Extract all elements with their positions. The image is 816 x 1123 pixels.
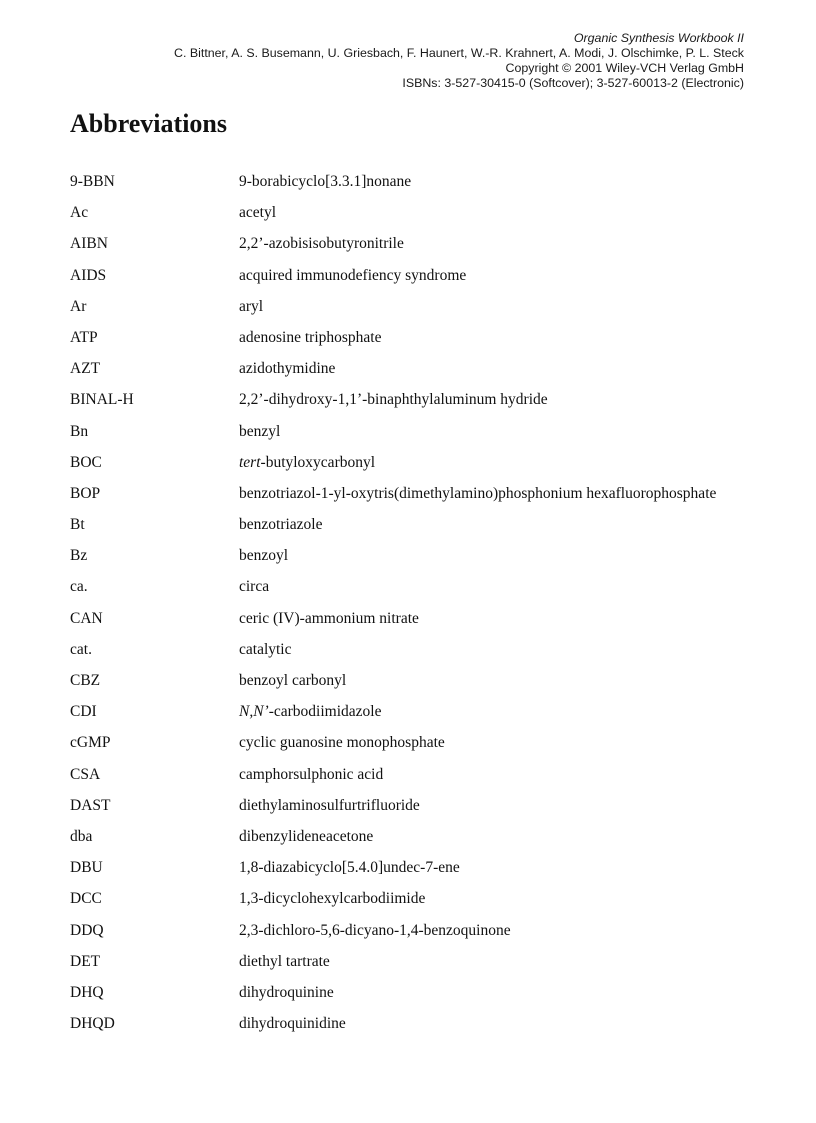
abbreviation-term: AIBN <box>70 235 108 253</box>
abbreviation-list <box>70 172 790 1045</box>
list-item <box>70 577 790 608</box>
abbreviation-term: AZT <box>70 360 101 378</box>
abbreviation-term: CSA <box>70 765 101 783</box>
definition-text: acquired immunodefiency syndrome <box>239 266 467 284</box>
abbreviation-definition <box>239 359 335 379</box>
list-item <box>70 983 790 1014</box>
list-item <box>70 921 790 952</box>
abbreviation-definition <box>239 952 330 972</box>
definition-text: diethylaminosulfurtrifluoride <box>239 796 420 814</box>
definition-text: ceric (IV)-ammonium nitrate <box>239 609 419 627</box>
abbreviation-definition <box>239 983 334 1003</box>
list-item <box>70 733 790 764</box>
abbreviation-term: ca. <box>70 578 88 596</box>
abbreviation-term: CAN <box>70 609 103 627</box>
definition-text: camphorsulphonic acid <box>239 765 384 783</box>
definition-text: catalytic <box>239 640 292 658</box>
abbreviation-term: cGMP <box>70 734 111 752</box>
abbreviation-term: DHQ <box>70 983 104 1001</box>
definition-italic-prefix: N,N’ <box>239 703 269 721</box>
book-title: Organic Synthesis Workbook II <box>573 31 744 45</box>
definition-italic-prefix: tert <box>239 453 261 471</box>
definition-text: azidothymidine <box>239 360 336 378</box>
abbreviation-term: BOC <box>70 453 102 471</box>
abbreviation-definition <box>239 453 375 473</box>
abbreviation-definition <box>239 640 292 660</box>
abbreviation-term: Ac <box>70 204 89 222</box>
abbreviation-definition <box>239 546 288 566</box>
definition-text: dihydroquinine <box>239 983 334 1001</box>
abbreviation-term: DCC <box>70 890 102 908</box>
page-title: Abbreviations <box>70 109 227 138</box>
definition-text: 1,8-diazabicyclo[5.4.0]undec-7-ene <box>239 859 460 877</box>
list-item <box>70 858 790 889</box>
definition-text: adenosine triphosphate <box>239 328 382 346</box>
list-item <box>70 390 790 421</box>
list-item <box>70 889 790 920</box>
abbreviation-term: Bz <box>70 547 88 565</box>
list-item <box>70 952 790 983</box>
definition-text: -butyloxycarbonyl <box>260 453 376 471</box>
definition-text: 9-borabicyclo[3.3.1]nonane <box>239 173 412 190</box>
page-header <box>174 31 744 91</box>
list-item <box>70 640 790 671</box>
abbreviation-term: ATP <box>70 328 98 346</box>
isbn-line: ISBNs: 3-527-30415-0 (Softcover); 3-527-60013-2 (Electronic) <box>402 76 744 90</box>
definition-text: benzotriazol-1-yl-oxytris(dimethylamino)phosphonium hexafluorophosphate <box>239 484 717 502</box>
definition-text: benzoyl <box>239 547 289 565</box>
copyright-line: Copyright © 2001 Wiley-VCH Verlag GmbH <box>505 61 744 75</box>
definition-text: benzyl <box>239 422 281 440</box>
abbreviation-definition <box>239 484 716 504</box>
abbreviation-definition <box>239 328 381 348</box>
abbreviation-definition <box>239 390 548 410</box>
abbreviation-term: BOP <box>70 484 101 502</box>
abbreviation-term: DAST <box>70 796 111 814</box>
list-item <box>70 422 790 453</box>
abbreviation-definition <box>239 203 276 223</box>
abbreviation-term: cat. <box>70 640 92 658</box>
list-item <box>70 172 790 203</box>
list-item <box>70 796 790 827</box>
definition-text: dihydroquinidine <box>239 1015 346 1033</box>
abbreviation-definition <box>239 733 445 753</box>
abbreviation-definition <box>239 702 381 722</box>
abbreviation-term: Ar <box>70 297 87 315</box>
abbreviation-term: DET <box>70 952 101 970</box>
list-item <box>70 359 790 390</box>
abbreviation-definition <box>239 858 460 878</box>
list-item <box>70 702 790 733</box>
abbreviation-definition <box>239 827 373 847</box>
definition-text: benzoyl carbonyl <box>239 672 347 689</box>
definition-text: 2,2’-azobisisobutyronitrile <box>239 235 404 253</box>
list-item <box>70 765 790 796</box>
abbreviation-term: CBZ <box>70 672 101 689</box>
abbreviation-term: Bt <box>70 516 85 534</box>
abbreviation-term: 9-BBN <box>70 173 115 190</box>
list-item <box>70 297 790 328</box>
definition-text: cyclic guanosine monophosphate <box>239 734 445 752</box>
list-item <box>70 671 790 702</box>
definition-text: 2,2’-dihydroxy-1,1’-binaphthylaluminum hydride <box>239 391 548 409</box>
definition-text: acetyl <box>239 204 277 222</box>
definition-text: -carbodiimidazole <box>268 703 382 721</box>
abbreviation-definition <box>239 889 425 909</box>
abbreviation-term: DBU <box>70 859 103 877</box>
definition-text: circa <box>239 578 270 596</box>
definition-text: diethyl tartrate <box>239 952 330 970</box>
abbreviation-term: Bn <box>70 422 89 440</box>
abbreviation-term: dba <box>70 827 93 845</box>
abbreviation-definition <box>239 266 466 286</box>
definition-text: 2,3-dichloro-5,6-dicyano-1,4-benzoquinone <box>239 921 511 939</box>
abbreviation-term: CDI <box>70 703 97 721</box>
abbreviation-definition <box>239 577 269 597</box>
list-item <box>70 484 790 515</box>
abbreviation-definition <box>239 515 322 535</box>
abbreviation-definition <box>239 671 346 691</box>
list-item <box>70 234 790 265</box>
list-item <box>70 266 790 297</box>
abbreviation-definition <box>239 609 419 629</box>
list-item <box>70 203 790 234</box>
definition-text: dibenzylideneacetone <box>239 827 374 845</box>
authors-line: C. Bittner, A. S. Busemann, U. Griesbach, F. Haunert, W.-R. Krahnert, A. Modi, J. Olschimke, P. L. Steck <box>174 46 744 60</box>
list-item <box>70 546 790 577</box>
definition-text: aryl <box>239 297 264 315</box>
definition-text: benzotriazole <box>239 516 323 534</box>
abbreviation-term: DHQD <box>70 1015 115 1033</box>
list-item <box>70 328 790 359</box>
abbreviation-definition <box>239 921 511 941</box>
abbreviation-definition <box>239 765 383 785</box>
abbreviation-definition <box>239 297 263 317</box>
abbreviation-term: AIDS <box>70 266 107 284</box>
list-item <box>70 1014 790 1045</box>
abbreviation-definition <box>239 422 280 442</box>
abbreviation-definition <box>239 234 404 254</box>
abbreviation-definition <box>239 1014 346 1034</box>
abbreviation-term: BINAL-H <box>70 391 134 409</box>
list-item <box>70 827 790 858</box>
abbreviation-definition <box>239 796 420 816</box>
abbreviation-term: DDQ <box>70 921 104 939</box>
list-item <box>70 515 790 546</box>
abbreviation-definition <box>239 172 411 192</box>
list-item <box>70 609 790 640</box>
definition-text: 1,3-dicyclohexylcarbodiimide <box>239 890 426 908</box>
list-item <box>70 453 790 484</box>
